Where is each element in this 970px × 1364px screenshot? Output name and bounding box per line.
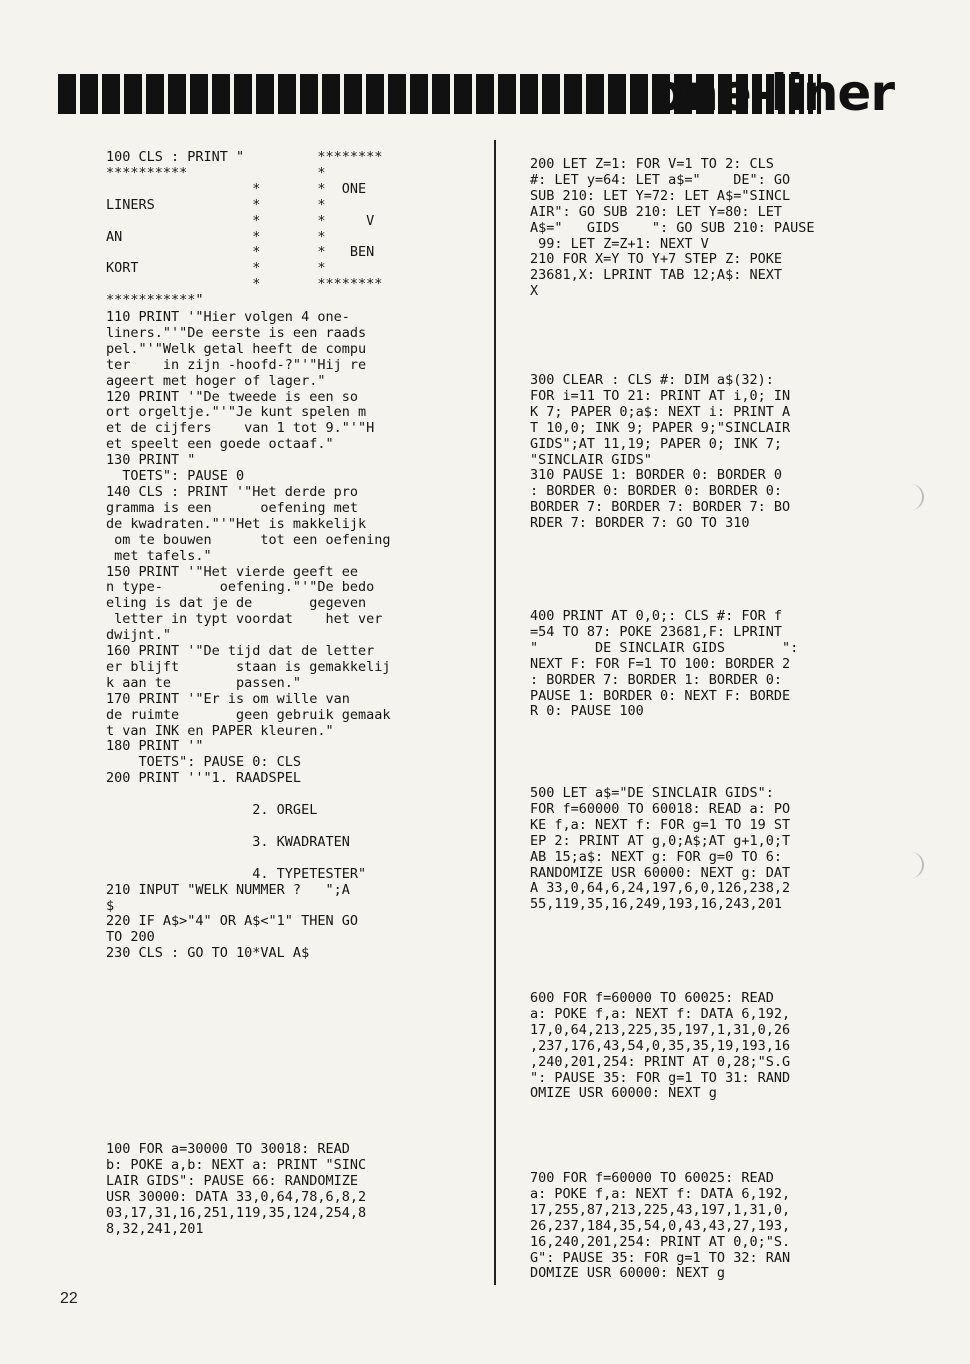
header-bar <box>586 74 604 114</box>
header-bar <box>344 74 362 114</box>
header-bar <box>256 74 274 114</box>
listing-machine-code-print: 500 LET a$="DE SINCLAIR GIDS": FOR f=60000 TO 60018: READ a: PO KE f,a: NEXT f: FOR g=1 TO 19 ST EP 2: PRINT AT g,0;A$;AT g+1,0;T AB 15;a$: NEXT g: FOR g=0 TO 6: RANDOMIZE USR 60000: NEXT g: DAT A 33,0,64,6,24,197,6,0,126,238,2 55,119,35,16,249,193,16,243,201 <box>530 785 791 913</box>
header-bar <box>454 74 472 114</box>
header-bar <box>80 74 98 114</box>
header-bar <box>498 74 516 114</box>
listing-lprint-banner: 200 LET Z=1: FOR V=1 TO 2: CLS #: LET y=64: LET a$=" DE": GO SUB 210: LET Y=72: LET A$="SINCL AIR": GO SUB 210: LET Y=80: LET A$=" GIDS ": GO SUB 210: PAUSE 99: LET Z=Z+1: NEXT V 210 FOR X=Y TO Y+7 STEP Z: POKE 23681,X: LPRINT TAB 12;A$: NEXT X <box>530 156 815 300</box>
header-bar <box>322 74 340 114</box>
header-bar <box>564 74 582 114</box>
header-bar <box>212 74 230 114</box>
section-title: one-liner <box>649 64 894 122</box>
header-bar <box>102 74 120 114</box>
listing-sinclair-gids-usr: 100 FOR a=30000 TO 30018: READ b: POKE a,b: NEXT a: PRINT "SINC LAIR GIDS": PAUSE 66: RANDOMIZE USR 30000: DATA 33,0,64,78,6,8,2 03,17,31,16,251,119,35,124,254,8 8,32,241,201 <box>106 1141 367 1237</box>
header-bar <box>146 74 164 114</box>
header-bar <box>300 74 318 114</box>
listing-scroll-left: 600 FOR f=60000 TO 60025: READ a: POKE f,a: NEXT f: DATA 6,192, 17,0,64,213,225,35,197,1,31,0,26 ,237,176,43,54,0,35,35,19,193,16 ,240,201,254: PRINT AT 0,28;"S.G ": PAUSE 35: FOR g=1 TO 31: RAND OMIZE USR 60000: NEXT g <box>530 990 791 1102</box>
binder-hole-mark <box>902 484 924 510</box>
header-bar <box>388 74 406 114</box>
column-divider <box>494 140 496 1285</box>
listing-one-liners-program: 110 PRINT '"Hier volgen 4 one- liners."'"De eerste is een raads pel."'"Welk getal heeft de compu ter in zijn -hoofd-?"'"Hij re ageert met hoger of lager." 120 PRINT '"De tweede is een so ort orgeltje."'"Je kunt spelen m et de cijfers van 1 tot 9."'"H et speelt een goede octaaf." 130 PRINT " TOETS": PAUSE 0 140 CLS : PRINT '"Het derde pro gramma is een oefening met de kwadraten."'"Het is makkelijk om te bouwen tot een oefening met tafels." 150 PRINT '"Het vierde geeft ee n type- oefening."'"De bedo eling is dat je de gegeven letter in typt voordat het ver dwijnt." 160 PRINT '"De tijd dat de letter er blijft staan is gemakkelij k aan te passen." 170 PRINT '"Er is om wille van de ruimte geen gebruik gemaak t van INK en PAPER kleuren." 180 PRINT '" TOETS": PAUSE 0: CLS 200 PRINT ''"1. RAADSPEL 2. ORGEL 3. KWADRATEN 4. TYPETESTER" 210 INPUT "WELK NUMMER ? ";A $ 220 IF A$>"4" OR A$<"1" THEN GO TO 200 230 CLS : GO TO 10*VAL A$ <box>106 309 391 962</box>
header-bar <box>168 74 186 114</box>
header-bar <box>608 74 626 114</box>
header-bar <box>58 74 76 114</box>
header-bar <box>542 74 560 114</box>
listing-border-flash: 300 CLEAR : CLS #: DIM a$(32): FOR i=11 TO 21: PRINT AT i,0; IN K 7; PAPER 0;a$: NEXT i: PRINT A T 10,0; INK 9; PAPER 9;"SINCLAIR GIDS";AT 11,19; PAPER 0; INK 7; "SINCLAIR GIDS" 310 PAUSE 1: BORDER 0: BORDER 0 : BORDER 0: BORDER 0: BORDER 0: BORDER 7: BORDER 7: BORDER 7: BO RDER 7: BORDER 7: GO TO 310 <box>530 372 791 532</box>
header-bar <box>234 74 252 114</box>
header-bar <box>278 74 296 114</box>
page-header <box>58 62 894 122</box>
header-bar <box>410 74 428 114</box>
page-number: 22 <box>60 1290 78 1307</box>
listing-scroll-right: 700 FOR f=60000 TO 60025: READ a: POKE f,a: NEXT f: DATA 6,192, 17,255,87,213,225,43,197,1,31,0, 26,237,184,35,54,0,43,43,27,193, 16,240,201,254: PRINT AT 0,0;"S. G": PAUSE 35: FOR g=1 TO 32: RAN DOMIZE USR 60000: NEXT g <box>530 1170 791 1282</box>
header-bar <box>432 74 450 114</box>
header-bar <box>520 74 538 114</box>
binder-hole-mark <box>902 852 924 878</box>
header-bar <box>476 74 494 114</box>
header-bar <box>124 74 142 114</box>
listing-one-liners-menu: 100 CLS : PRINT " ******** ********** * * * ONE LINERS * * * * V AN * * * * BEN KORT * * * ******** ***********" <box>106 149 383 309</box>
header-bar <box>366 74 384 114</box>
header-bar <box>630 74 648 114</box>
listing-poke-scroll: 400 PRINT AT 0,0;: CLS #: FOR f =54 TO 87: POKE 23681,F: LPRINT " DE SINCLAIR GIDS ": NEXT F: FOR F=1 TO 100: BORDER 2 : BORDER 7: BORDER 1: BORDER 0: PAUSE 1: BORDER 0: NEXT F: BORDE R 0: PAUSE 100 <box>530 608 799 720</box>
header-bar <box>190 74 208 114</box>
